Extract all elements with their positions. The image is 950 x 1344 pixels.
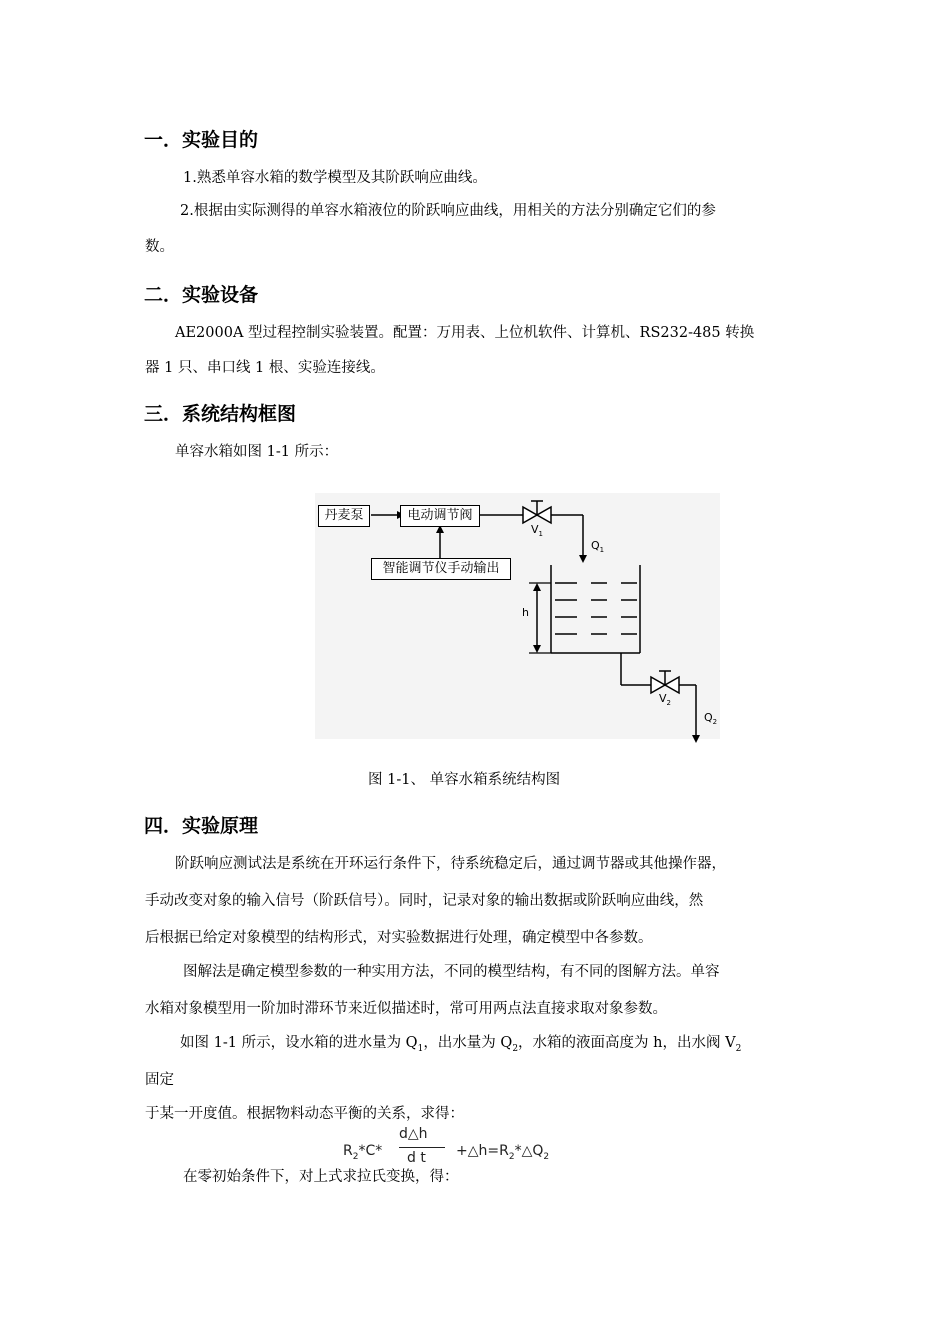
height-h-label: h xyxy=(522,606,529,619)
figure-caption: 图 1-1、 单容水箱系统结构图 xyxy=(368,772,561,788)
pump-box: 丹麦泵 xyxy=(318,505,370,527)
controller-box: 智能调节仪手动输出 xyxy=(371,558,511,580)
q2-label: $Q_2$ xyxy=(704,711,718,727)
formula-rhs: $+\triangle h=R_2*\triangle Q_2$ xyxy=(456,1143,550,1162)
control-valve-box: 电动调节阀 xyxy=(400,505,480,527)
valve-v1-label: $V_1$ xyxy=(531,523,543,539)
principle-p3-line1: 如图 1-1 所示，设水箱的进水量为 $Q_1$，出水量为 $Q_2$，水箱的液面高度为 h，出水阀 $V_2$ xyxy=(180,1035,742,1054)
principle-p1-line2: 手动改变对象的输入信号（阶跃信号）。同时，记录对象的输出数据或阶跃响应曲线，然 xyxy=(145,893,704,909)
formula-denominator: d t xyxy=(407,1150,426,1166)
section-heading-purpose: 一．实验目的 xyxy=(144,129,259,151)
principle-p3-line2: 固定 xyxy=(145,1072,174,1088)
principle-p3-line3: 于某一开度值。根据物料动态平衡的关系，求得： xyxy=(145,1106,464,1122)
purpose-item-1: 1.熟悉单容水箱的数学模型及其阶跃响应曲线。 xyxy=(183,170,487,186)
purpose-item-2-cont: 数。 xyxy=(145,239,174,255)
section-heading-principle: 四．实验原理 xyxy=(144,815,259,837)
valve-v2-label: $V_2$ xyxy=(659,692,671,708)
equipment-line-2: 器 1 只、串口线 1 根、实验连接线。 xyxy=(145,360,385,376)
principle-p2-line2: 水箱对象模型用一阶加时滞环节来近似描述时，常可用两点法直接求取对象参数。 xyxy=(145,1001,667,1017)
formula-lhs: $R_2*C*$ xyxy=(343,1143,383,1162)
principle-p1-line3: 后根据已给定对象模型的结构形式，对实验数据进行处理，确定模型中各参数。 xyxy=(145,930,653,946)
section-heading-structure: 三．系统结构框图 xyxy=(144,403,297,425)
q1-label: $Q_1$ xyxy=(591,539,605,555)
diagram-lines xyxy=(315,493,735,745)
figure-intro: 单容水箱如图 1-1 所示： xyxy=(175,444,339,460)
laplace-intro: 在零初始条件下，对上式求拉氏变换，得： xyxy=(183,1169,459,1185)
system-structure-diagram xyxy=(315,493,735,745)
purpose-item-2: 2.根据由实际测得的单容水箱液位的阶跃响应曲线，用相关的方法分别确定它们的参 xyxy=(180,203,716,219)
fraction-bar xyxy=(399,1147,445,1148)
principle-p1-line1: 阶跃响应测试法是系统在开环运行条件下，待系统稳定后，通过调节器或其他操作器， xyxy=(175,856,726,872)
equipment-line-1: AE2000A 型过程控制实验装置。配置：万用表、上位机软件、计算机、RS232-485 转换 xyxy=(175,325,755,341)
principle-p2-line1: 图解法是确定模型参数的一种实用方法，不同的模型结构，有不同的图解方法。单容 xyxy=(183,964,720,980)
formula-numerator: d△h xyxy=(399,1126,428,1142)
section-heading-equipment: 二．实验设备 xyxy=(144,284,259,306)
